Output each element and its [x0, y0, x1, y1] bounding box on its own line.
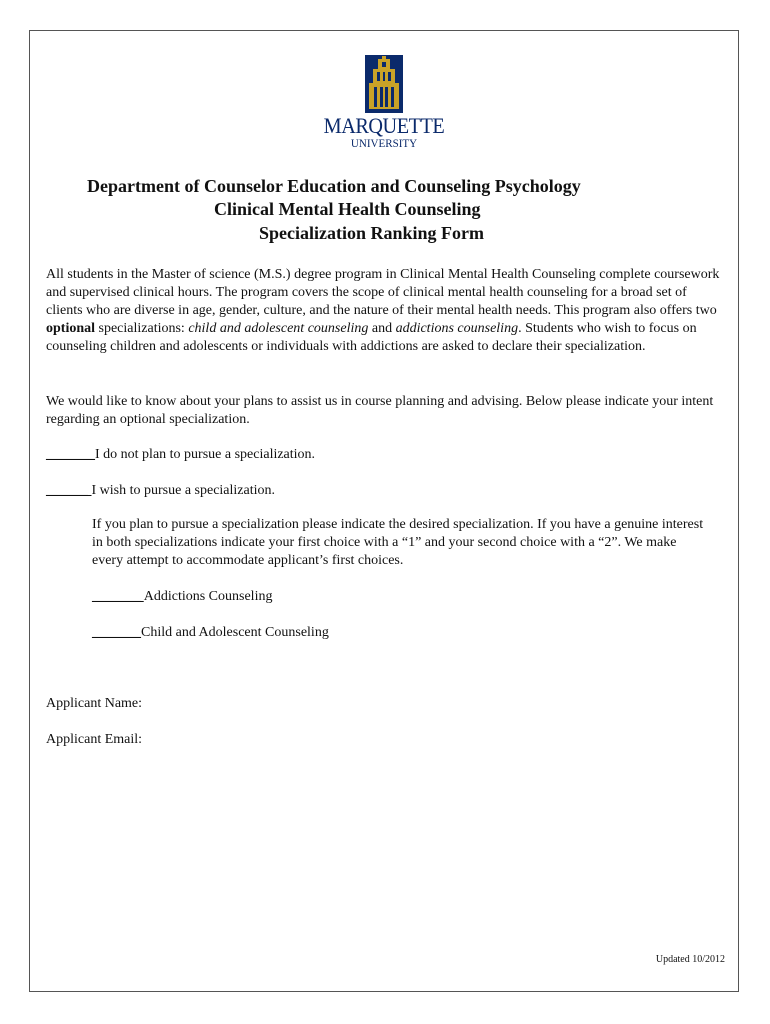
option-yes-label: I wish to pursue a specialization.: [91, 483, 276, 498]
choice-child-label: Child and Adolescent Counseling: [141, 625, 329, 640]
intro-text-1: All students in the Master of science (M.S.) degree program in Clinical Mental Health Counseling complete coursework and supervised clinical hours. The program covers the scope of clinical mental health counseling for a broad set of clients who are diverse in age, gender, culture, and the nature of their mental health needs. This program also offers two: [46, 267, 720, 318]
intro-text-3: and: [368, 321, 396, 336]
choice-addictions: [92, 588, 272, 606]
choice-child-adolescent: [92, 624, 329, 642]
updated-date: Updated 10/2012: [655, 954, 725, 965]
applicant-name-label: Applicant Name:: [46, 696, 143, 711]
logo-wordmark: MARQUETTE: [323, 113, 445, 138]
choice-addictions-blank[interactable]: _______: [92, 589, 144, 604]
form-title: Specialization Ranking Form: [259, 223, 485, 243]
department-title: Department of Counselor Education and Counseling Psychology: [87, 176, 581, 196]
option-no-blank[interactable]: _______: [46, 447, 95, 462]
option-pursue-specialization: [46, 482, 275, 500]
intro-italic-addictions: addictions counseling: [395, 321, 519, 336]
option-no-label: I do not plan to pursue a specialization.: [95, 447, 316, 462]
option-yes-blank[interactable]: ______: [46, 483, 92, 498]
planning-paragraph: We would like to know about your plans to assist us in course planning and advising. Below please indicate your intent regarding an optional specialization.: [46, 394, 714, 427]
logo-subtitle: UNIVERSITY: [350, 136, 418, 150]
intro-text-2: specializations:: [95, 321, 189, 336]
applicant-email-label: Applicant Email:: [46, 732, 143, 747]
program-title: Clinical Mental Health Counseling: [214, 199, 481, 219]
intro-italic-child: child and adolescent counseling: [188, 321, 369, 336]
intro-paragraph: [46, 266, 726, 356]
intro-text-4: . Students who wish to focus on counseling children and adolescents or individuals with addictions are asked to declare their specialization.: [46, 321, 697, 354]
specialization-instructions: If you plan to pursue a specialization please indicate the desired specialization. If you have a genuine interest in both specializations indicate your first choice with a “1” and your second choice with a “2”. We make every attempt to accommodate applicant’s first choices.: [92, 517, 704, 568]
option-no-specialization: [46, 446, 315, 464]
document-page: [29, 30, 739, 992]
choice-addictions-label: Addictions Counseling: [143, 589, 273, 604]
intro-bold-optional: optional: [46, 321, 96, 336]
marquette-tower-icon: [365, 55, 403, 113]
choice-child-blank[interactable]: _______: [92, 625, 141, 640]
university-logo: [30, 55, 738, 149]
